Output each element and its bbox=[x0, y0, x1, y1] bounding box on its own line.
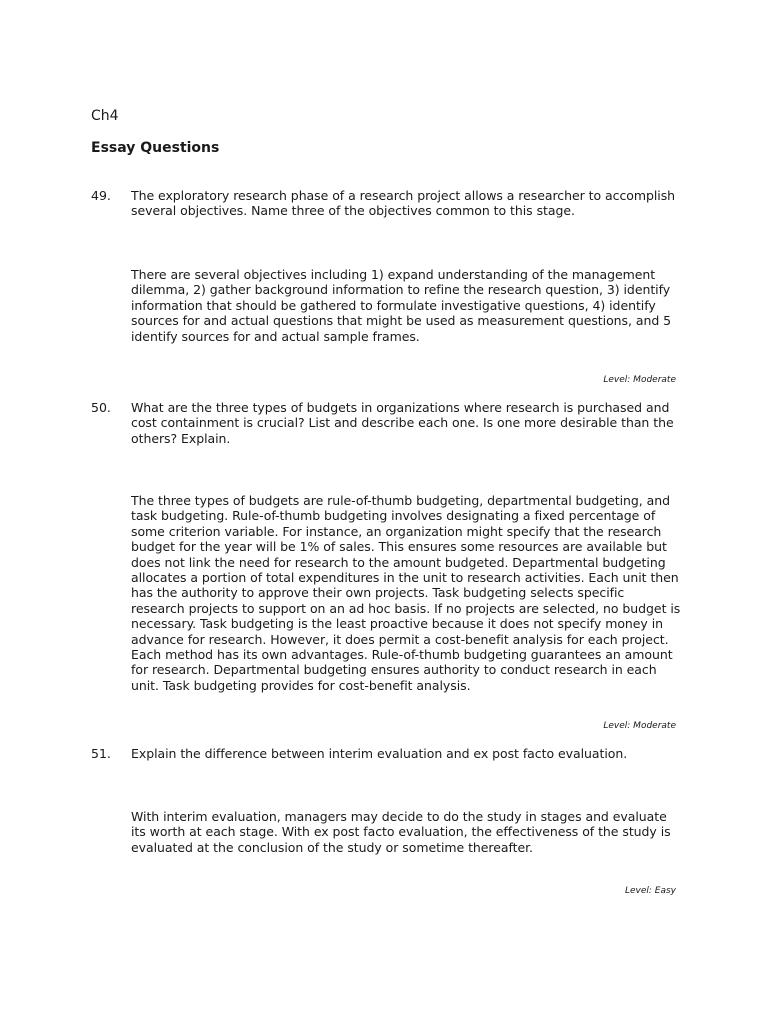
question-number: 51. bbox=[91, 746, 111, 761]
difficulty-level: Level: Moderate bbox=[603, 375, 676, 385]
question-number: 50. bbox=[91, 400, 111, 415]
chapter-heading: Ch4 bbox=[91, 108, 119, 124]
question-text: The exploratory research phase of a research project allows a researcher to accomplish several objectives. Name three of the objectives common to this stage. bbox=[131, 188, 676, 219]
section-title: Essay Questions bbox=[91, 140, 220, 156]
difficulty-level: Level: Moderate bbox=[603, 721, 676, 731]
answer-text: With interim evaluation, managers may decide to do the study in stages and evaluate its worth at each stage. With ex post facto evaluation, the effectiveness of the study is evaluated at the conclusion of the study or sometime thereafter. bbox=[131, 809, 671, 855]
difficulty-level: Level: Easy bbox=[624, 886, 676, 896]
question-number: 49. bbox=[91, 188, 111, 203]
answer-text: There are several objectives including 1) expand understanding of the management dilemma, 2) gather background information to refine the research question, 3) identify information that should be gathered to formulate investigative questions, 4) identify sources for and actual questions that might be used as measurement questions, and 5 identify sources for and actual sample frames. bbox=[131, 267, 672, 344]
question-text: Explain the difference between interim evaluation and ex post facto evaluation. bbox=[131, 746, 628, 761]
question-text: What are the three types of budgets in organizations where research is purchased and cost containment is crucial? List and describe each one. Is one more desirable than the others? Explain. bbox=[131, 400, 674, 446]
answer-text: The three types of budgets are rule-of-thumb budgeting, departmental budgeting, and task budgeting. Rule-of-thumb budgeting involves designating a fixed percentage of some criterion variable. For instance, an organization might specify that the research budget for the year will be 1% of sales. This ensures some resources are available but does not link the need for research to the amount budgeted. Departmental budgeting allocates a portion of total expenditures in the unit to research activities. Each unit then has the authority to approve their own projects. Task budgeting selects specific research projects to support on an ad hoc basis. If no projects are selected, no budget is necessary. Task budgeting is the least proactive because it does not specify money in advance for research. However, it does permit a cost-benefit analysis for each project. Each method has its own advantages. Rule-of-thumb budgeting guarantees an amount for research. Departmental budgeting ensures authority to conduct research in each unit. Task budgeting provides for cost-benefit analysis. bbox=[131, 493, 681, 693]
